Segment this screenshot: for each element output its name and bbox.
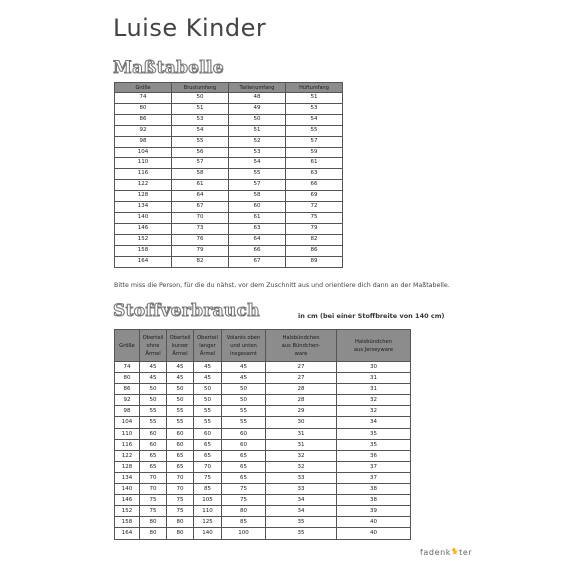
table-cell: 45 [194,362,222,373]
table-cell: 80 [167,528,194,539]
table-row [115,158,343,169]
table-cell: 128 [115,191,172,202]
table-cell: 70 [194,461,222,472]
table-cell: 122 [115,450,140,461]
table-cell: 50 [194,395,222,406]
table-cell: 67 [229,256,286,267]
table-cell: 75 [167,495,194,506]
table-cell: 32 [266,461,337,472]
table-cell: 50 [194,384,222,395]
table-cell: 65 [222,461,266,472]
column-header [140,330,167,362]
table-cell: 74 [115,93,172,104]
table-cell: 140 [115,212,172,223]
table-cell: 110 [115,158,172,169]
table-row [115,212,343,223]
column-header-line: Oberteil [169,334,191,341]
table-cell: 60 [167,428,194,439]
table-cell: 75 [222,484,266,495]
table-row [115,93,343,104]
table-cell: 61 [286,158,343,169]
table-cell: 146 [115,495,140,506]
table-cell: 55 [222,417,266,428]
table-cell: 45 [167,373,194,384]
table-cell: 27 [266,362,337,373]
table-cell: 60 [222,439,266,450]
table-cell: 89 [286,256,343,267]
table-cell: 80 [115,103,172,114]
table-cell: 28 [266,384,337,395]
table-cell: 74 [115,362,140,373]
table-cell: 57 [229,180,286,191]
table-cell: 50 [140,384,167,395]
table-cell: 40 [337,528,411,539]
table-cell: 70 [167,484,194,495]
table-cell: 65 [140,450,167,461]
logo-text-left: fadenk [420,548,452,557]
table-row [115,169,343,180]
column-header-line: und unten [230,342,257,349]
column-header [194,330,222,362]
table-row [115,461,411,472]
column-header: Brustumfang [172,83,229,93]
table-cell: 55 [167,406,194,417]
column-header-line: ohne [146,342,160,349]
table-cell: 58 [229,191,286,202]
table-cell: 54 [286,114,343,125]
table-cell: 37 [337,472,411,483]
table-cell: 53 [229,147,286,158]
table-row [115,103,343,114]
table-cell: 53 [286,103,343,114]
table-cell: 65 [140,461,167,472]
table-row [115,528,411,539]
table-cell: 75 [140,495,167,506]
table-cell: 146 [115,223,172,234]
table-cell: 57 [172,158,229,169]
table-cell: 80 [222,506,266,517]
table-cell: 152 [115,506,140,517]
table-cell: 50 [229,114,286,125]
table-row [115,147,343,158]
table-cell: 65 [167,461,194,472]
table-row [115,484,411,495]
table-cell: 140 [115,484,140,495]
table-cell: 56 [172,147,229,158]
column-header-line: Größe [119,342,135,349]
table-row [115,406,411,417]
table-cell: 70 [167,472,194,483]
table-header-row [115,330,411,362]
column-header-line: insgesamt [230,350,257,357]
fabric-usage-table [114,329,411,540]
table-cell: 85 [194,484,222,495]
table-row [115,223,343,234]
table-cell: 31 [337,373,411,384]
column-header-line: kurzer [171,342,189,349]
table-cell: 85 [222,517,266,528]
column-header [337,330,411,362]
table-cell: 59 [286,147,343,158]
table-cell: 80 [167,517,194,528]
table-cell: 65 [167,450,194,461]
brand-logo [420,548,472,557]
table-cell: 63 [286,169,343,180]
table-cell: 63 [229,223,286,234]
table-cell: 50 [167,384,194,395]
table-row [115,428,411,439]
table-cell: 60 [140,439,167,450]
table-row [115,191,343,202]
table-cell: 104 [115,417,140,428]
table-cell: 104 [115,147,172,158]
table-cell: 60 [140,428,167,439]
table-cell: 110 [194,506,222,517]
column-header [266,330,337,362]
table-cell: 32 [266,450,337,461]
table-cell: 134 [115,202,172,213]
table-cell: 50 [167,395,194,406]
table-row [115,114,343,125]
table-cell: 65 [194,450,222,461]
column-header-line: aus Jerseyware [353,346,394,353]
column-header-line: Halsbündchen [282,334,320,341]
table-cell: 80 [140,528,167,539]
table-cell: 158 [115,245,172,256]
table-row [115,395,411,406]
table-cell: 60 [222,428,266,439]
table-cell: 52 [229,136,286,147]
column-header-line: Ärmel [199,350,216,357]
table-cell: 53 [172,114,229,125]
table-cell: 140 [194,528,222,539]
table-row [115,180,343,191]
table-cell: 31 [266,428,337,439]
table-cell: 98 [115,136,172,147]
table-cell: 65 [194,439,222,450]
table-cell: 49 [229,103,286,114]
logo-text-right: ter [459,548,473,557]
table-row [115,495,411,506]
table-cell: 38 [337,484,411,495]
table-row [115,256,343,267]
table-cell: 75 [167,506,194,517]
table-cell: 34 [337,417,411,428]
table-cell: 34 [266,495,337,506]
fabric-width-note: in cm (bei einer Stoffbreite von 140 cm) [298,312,445,320]
table-cell: 55 [194,406,222,417]
table-cell: 34 [266,506,337,517]
table-cell: 33 [266,484,337,495]
column-header [115,330,140,362]
table-cell: 54 [172,125,229,136]
table-row [115,245,343,256]
table-cell: 51 [172,103,229,114]
table-cell: 35 [266,517,337,528]
table-cell: 51 [229,125,286,136]
column-header: Größe [115,83,172,93]
table-cell: 164 [115,256,172,267]
table-cell: 79 [172,245,229,256]
table-cell: 65 [222,450,266,461]
table-cell: 75 [194,472,222,483]
table-cell: 122 [115,180,172,191]
table-row [115,506,411,517]
table-cell: 35 [337,439,411,450]
table-cell: 31 [266,439,337,450]
table-cell: 38 [337,495,411,506]
table-cell: 55 [167,417,194,428]
column-header-line: Halsbündchen [354,338,392,345]
table-cell: 92 [115,395,140,406]
section-heading-stoffverbrauch: Stoffverbrauch [113,301,260,321]
table-cell: 92 [115,125,172,136]
table-cell: 125 [194,517,222,528]
table-cell: 45 [222,362,266,373]
table-cell: 31 [337,384,411,395]
table-cell: 27 [266,373,337,384]
column-header-line: Ärmel [145,350,161,357]
table-cell: 55 [172,136,229,147]
table-cell: 116 [115,439,140,450]
table-cell: 80 [140,517,167,528]
table-row [115,450,411,461]
table-cell: 158 [115,517,140,528]
column-header [222,330,266,362]
table-cell: 100 [222,528,266,539]
table-cell: 35 [337,428,411,439]
table-cell: 60 [167,439,194,450]
table-cell: 55 [140,417,167,428]
table-cell: 54 [229,158,286,169]
page-title: Luise Kinder [113,14,267,42]
table-cell: 55 [140,406,167,417]
table-cell: 60 [194,428,222,439]
table-cell: 60 [229,202,286,213]
table-cell: 36 [337,450,411,461]
column-header: Hüftumfang [286,83,343,93]
table-cell: 75 [140,506,167,517]
table-cell: 73 [172,223,229,234]
table-cell: 134 [115,472,140,483]
table-cell: 35 [266,528,337,539]
table-cell: 105 [194,495,222,506]
column-header-line: ware [294,350,308,357]
table-cell: 70 [172,212,229,223]
table-row [115,417,411,428]
table-cell: 82 [286,234,343,245]
table-cell: 50 [222,384,266,395]
table-row [115,439,411,450]
table-cell: 64 [229,234,286,245]
table-row [115,136,343,147]
table-cell: 45 [140,373,167,384]
column-header: Taillenumfang [229,83,286,93]
table-cell: 76 [172,234,229,245]
table-row [115,373,411,384]
column-header-line: langer [199,342,216,349]
table-cell: 128 [115,461,140,472]
column-header-line: Volants oben [226,334,261,341]
table-row [115,517,411,528]
table-cell: 50 [140,395,167,406]
table-cell: 75 [286,212,343,223]
table-cell: 80 [115,373,140,384]
table-cell: 79 [286,223,343,234]
table-cell: 55 [286,125,343,136]
section-heading-masstabelle: Maßtabelle [113,58,225,78]
table-cell: 86 [115,384,140,395]
table-cell: 116 [115,169,172,180]
column-header-line: aus Bündchen- [281,342,321,349]
table-cell: 55 [229,169,286,180]
table-cell: 70 [140,484,167,495]
cat-icon: 🐈 [451,548,460,555]
column-header-line: Oberteil [142,334,164,341]
table-cell: 98 [115,406,140,417]
column-header [167,330,194,362]
table-cell: 86 [115,114,172,125]
table-cell: 29 [266,406,337,417]
table-cell: 45 [140,362,167,373]
table-cell: 69 [286,191,343,202]
table-cell: 50 [172,93,229,104]
table-cell: 37 [337,461,411,472]
table-cell: 48 [229,93,286,104]
table-row [115,384,411,395]
table-row [115,202,343,213]
table-cell: 61 [229,212,286,223]
table-cell: 45 [167,362,194,373]
table-cell: 152 [115,234,172,245]
table-cell: 61 [172,180,229,191]
table-cell: 82 [172,256,229,267]
table-cell: 66 [286,180,343,191]
table-cell: 164 [115,528,140,539]
table-cell: 45 [222,373,266,384]
table-row [115,472,411,483]
column-header-line: Ärmel [172,350,188,357]
table-cell: 50 [222,395,266,406]
table-row [115,234,343,245]
table-cell: 64 [172,191,229,202]
table-cell: 86 [286,245,343,256]
table-cell: 55 [222,406,266,417]
table-cell: 40 [337,517,411,528]
table-cell: 32 [337,406,411,417]
table-cell: 58 [172,169,229,180]
table-cell: 65 [222,472,266,483]
table-cell: 55 [194,417,222,428]
table-cell: 72 [286,202,343,213]
column-header-line: Oberteil [197,334,218,341]
table-cell: 66 [229,245,286,256]
table-cell: 57 [286,136,343,147]
table-cell: 39 [337,506,411,517]
size-chart-table [114,82,343,268]
table-cell: 30 [266,417,337,428]
table-cell: 30 [337,362,411,373]
table-cell: 45 [194,373,222,384]
table-cell: 51 [286,93,343,104]
table-cell: 28 [266,395,337,406]
table-cell: 67 [172,202,229,213]
measurement-note: Bitte miss die Person, für die du nähst, vor dem Zuschnitt aus und orientiere dich dann an der Maßtabelle. [114,282,450,289]
table-cell: 110 [115,428,140,439]
table-cell: 33 [266,472,337,483]
table-row [115,125,343,136]
table-row [115,362,411,373]
table-cell: 75 [222,495,266,506]
table-cell: 32 [337,395,411,406]
table-header-row [115,83,343,93]
table-cell: 70 [140,472,167,483]
